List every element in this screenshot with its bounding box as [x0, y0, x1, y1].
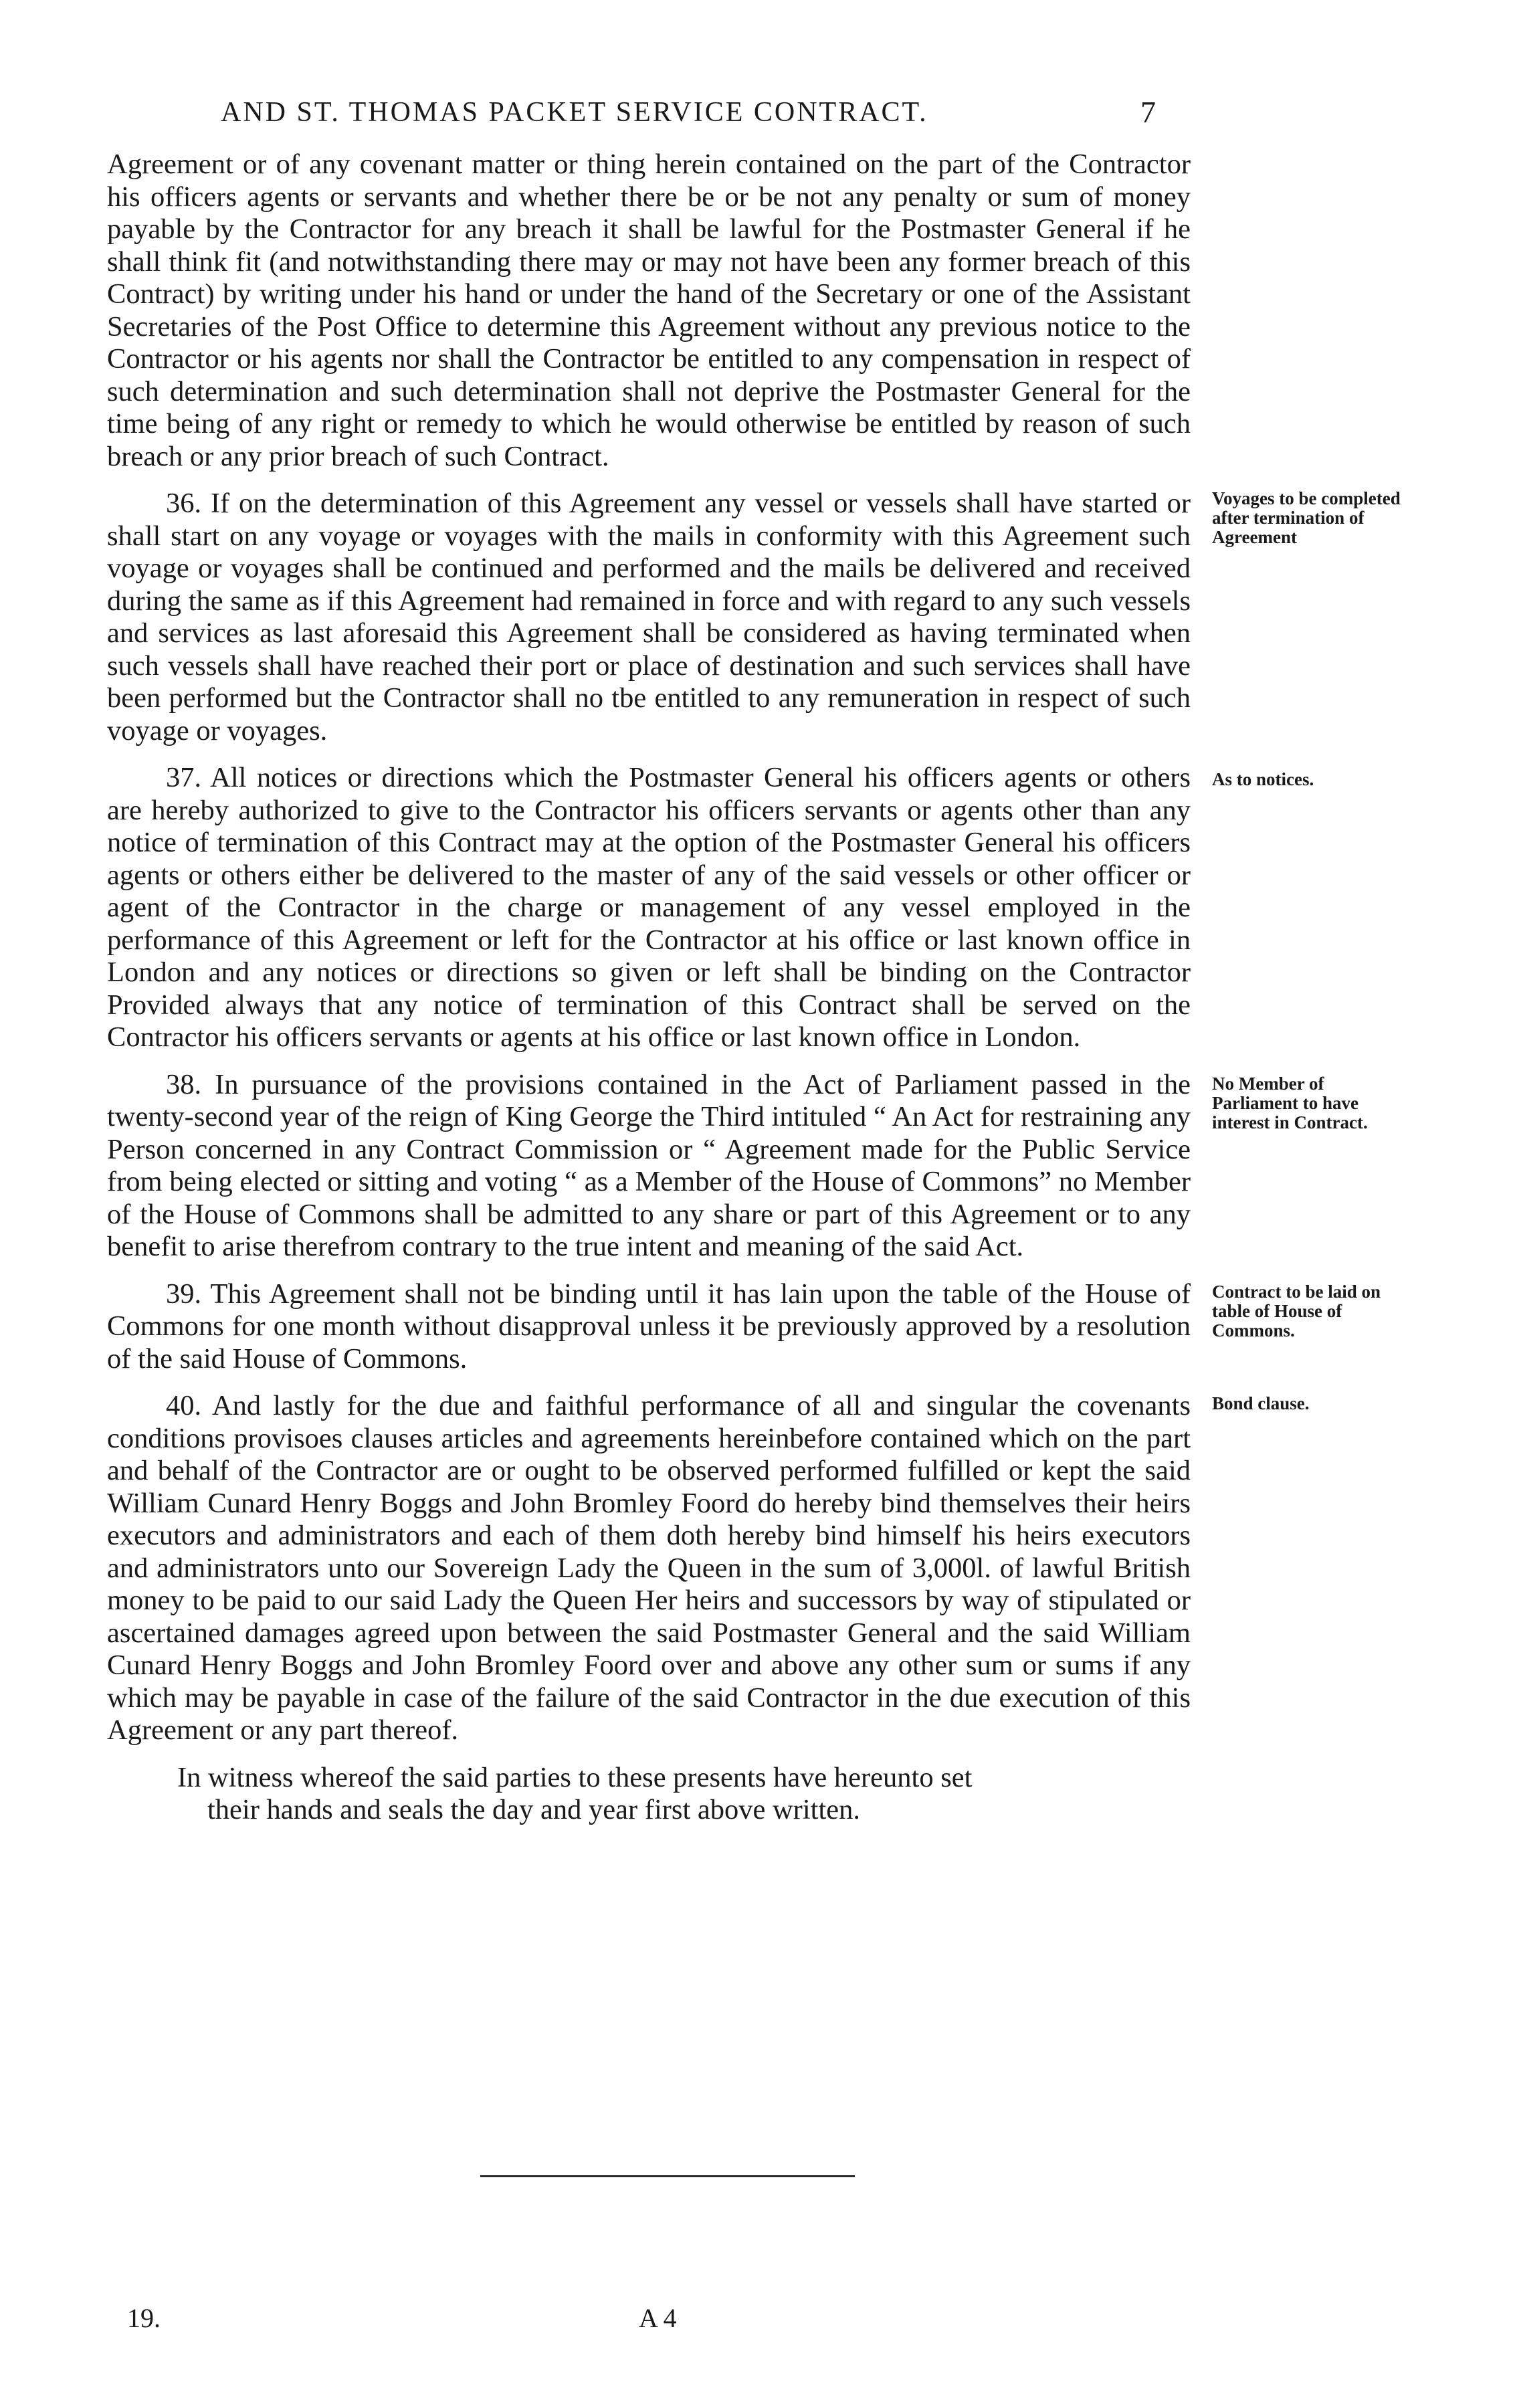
paragraph-continuation [107, 148, 1191, 473]
margin-note: Voyages to be completed after termination of Agreement [1212, 488, 1401, 547]
margin-note: As to notices. [1212, 769, 1314, 789]
paragraph-text: 38. In pursuance of the provisions contained in the Act of Parliament passed in the twenty-second year of the reign of King George the Third intituled “ An Act for restraining any Person concerned in any Contract Commission or “ Agreement made for the Public Service from being elected or sitting and voting “ as a Member of the House of Commons” no Member of the House of Commons shall be admitted to any share or part of this Agreement or to any benefit to arise therefrom contrary to the true intent and meaning of the said Act. [107, 1068, 1191, 1262]
running-title: AND ST. THOMAS PACKET SERVICE CONTRACT. [221, 97, 928, 128]
clause-36 [107, 488, 1401, 747]
margin-note: Bond clause. [1212, 1393, 1310, 1413]
paragraph-text: 37. All notices or directions which the Postmaster General his officers agents or others are hereby authorized to give to the Contractor his officers servants or agents other than any notice of termination of this Contract may at the option of the Postmaster General his officers agents or others either be delivered to the master of any of the said vessels or other officer or agent of the Contractor in the charge or management of any vessel employed in the performance of this Agreement or left for the Contractor at his office or last known office in London and any notices or directions so given or left shall be binding on the Contractor Provided always that any notice of termination of this Contract shall be served on the Contractor his officers servants or agents at his office or last known office in London. [107, 762, 1191, 1053]
clause-39 [107, 1278, 1381, 1376]
attestation-clause [107, 1762, 1191, 1827]
margin-note: No Member of Parliament to have interest in Contract. [1212, 1073, 1368, 1132]
clause-40 [107, 1390, 1310, 1747]
paragraph-text: Agreement or of any covenant matter or thing herein contained on the part of the Contractor his officers agents or servants and whether there be or be not any penalty or sum of money payable by the Contractor for any breach it shall be lawful for the Postmaster General if he shall think fit (and notwithstanding there may or may not have been any former breach of this Contract) by writing under his hand or under the hand of the Secretary or one of the Assistant Secretaries of the Post Office to determine this Agreement without any previous notice to the Contractor or his agents nor shall the Contractor be entitled to any compensation in respect of such determination and such determination shall not deprive the Postmaster General for the time being of any right or remedy to which he would otherwise be entitled by reason of such breach or any prior breach of such Contract. [107, 148, 1191, 472]
footer-folio: 19. [127, 2303, 161, 2333]
clause-38 [107, 1068, 1368, 1264]
closing-rule [480, 2175, 855, 2177]
page-number: 7 [1140, 95, 1156, 129]
page-header [0, 92, 1513, 132]
document-body [107, 148, 1401, 1827]
clause-37 [107, 762, 1314, 1054]
signature-mark: A 4 [639, 2303, 677, 2333]
paragraph-text: 39. This Agreement shall not be binding until it has lain upon the table of the House of Commons for one month without disapproval unless it be previously approved by a resolution of the said House of Commons. [107, 1278, 1191, 1375]
paragraph-text: 36. If on the determination of this Agreement any vessel or vessels shall have started or shall start on any voyage or voyages with the mails in conformity with this Agreement such voyage or voyages shall be continued and performed and the mails be delivered and received during the same as if this Agreement had remained in force and with regard to any such vessels and services as last aforesaid this Agreement shall be considered as having terminated when such vessels shall have reached their port or place of destination and such services shall have been performed but the Contractor shall no tbe entitled to any remuneration in respect of such voyage or voyages. [107, 488, 1191, 746]
witness-line-1: In witness whereof the said parties to these presents have hereunto set [177, 1761, 973, 1793]
margin-note: Contract to be laid on table of House of Commons. [1212, 1281, 1381, 1340]
paragraph-text: 40. And lastly for the due and faithful performance of all and singular the covenants conditions provisoes clauses articles and agreements hereinbefore contained which on the part and behalf of the Contractor are or ought to be observed performed fulfilled or kept the said William Cunard Henry Boggs and John Bromley Foord do hereby bind themselves their heirs executors and administrators and each of them doth hereby bind himself his heirs executors and administrators unto our Sovereign Lady the Queen in the sum of 3,000l. of lawful British money to be paid to our said Lady the Queen Her heirs and successors by way of stipulated or ascertained damages agreed upon between the said Postmaster General and the said William Cunard Henry Boggs and John Bromley Foord over and above any other sum or sums if any which may be payable in case of the failure of the said Contractor in the due execution of this Agreement or any part thereof. [107, 1390, 1191, 1746]
witness-line-2: their hands and seals the day and year first above written. [207, 1794, 860, 1825]
